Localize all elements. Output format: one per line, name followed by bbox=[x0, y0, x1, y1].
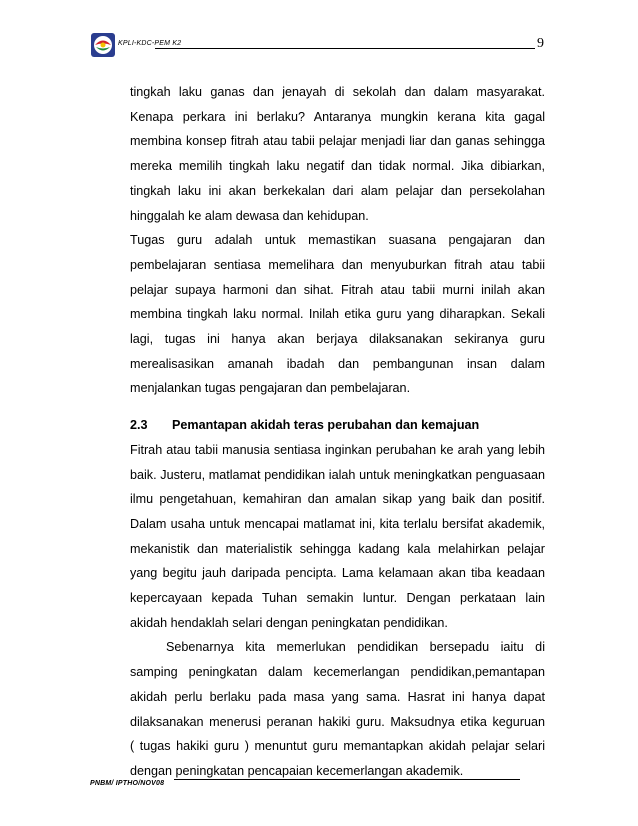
text-line: menjalankan tugas pengajaran dan pembelajaran. bbox=[130, 381, 411, 396]
footer-rule bbox=[174, 779, 520, 780]
text-line: dengan peningkatan pencapaian kecemerlangan akademik. bbox=[130, 763, 464, 778]
footer-document-code: PNBM/ IPTHO/NOV08 bbox=[90, 780, 165, 787]
text-line: akidah perlu berlaku pada masa yang sama. Hasrat ini hanya dapat bbox=[130, 689, 545, 704]
paragraph-4 bbox=[130, 635, 545, 783]
text-line: merealisasikan amanah ibadah dan pembangunan insan dalam bbox=[130, 356, 545, 371]
paragraph-3 bbox=[130, 438, 545, 636]
header-document-code: KPLI-KDC-PEM K2 bbox=[118, 40, 182, 47]
text-line: membina tingkah laku normal. Inilah etika guru yang diharapkan. Sekali bbox=[130, 307, 545, 322]
header-rule bbox=[155, 48, 535, 49]
paragraph-2 bbox=[130, 228, 545, 401]
text-line: ilmu pengetahuan, kemahiran dan amalan sikap yang baik dan positif. bbox=[130, 492, 545, 507]
section-spacer bbox=[130, 401, 545, 413]
page-number: 9 bbox=[537, 36, 544, 51]
text-line: tingkah laku ini akan berkekalan dari alam pelajar dan persekolahan bbox=[130, 183, 545, 198]
text-line: ( tugas hakiki guru ) menuntut guru memantapkan akidah pelajar selari bbox=[130, 739, 545, 754]
text-line: baik. Justeru, matlamat pendidikan ialah untuk meningkatkan penguasaan bbox=[130, 467, 545, 482]
page-body bbox=[130, 80, 545, 784]
text-line: tingkah laku ganas dan jenayah di sekolah dan dalam masyarakat. bbox=[130, 85, 545, 99]
section-title: Pemantapan akidah teras perubahan dan kemajuan bbox=[172, 418, 480, 433]
text-line: pelajar supaya harmoni dan sihat. Fitrah atau tabii murni inilah akan bbox=[130, 282, 545, 297]
text-line: samping peningkatan dalam kecemerlangan pendidikan,pemantapan bbox=[130, 665, 545, 680]
text-line: dilaksanakan menerusi peranan hakiki guru. Maksudnya etika keguruan bbox=[130, 714, 545, 729]
text-line: Kenapa perkara ini berlaku? Antaranya mungkin kerana kita gagal bbox=[130, 109, 545, 124]
text-line: membina konsep fitrah atau tabii pelajar menjadi liar dan ganas sehingga bbox=[130, 134, 545, 149]
text-line: Dalam usaha untuk mencapai matlamat ini, kita terlalu bersifat akademik, bbox=[130, 516, 545, 531]
text-line: kepercayaan kepada Tuhan semakin luntur. Dengan perkataan lain bbox=[130, 591, 545, 606]
text-line: pembelajaran sentiasa memelihara dan menyuburkan fitrah atau tabii bbox=[130, 257, 545, 272]
text-line: mekanistik dan materialistik sehingga kadang kala melahirkan pelajar bbox=[130, 541, 545, 556]
text-line: Fitrah atau tabii manusia sentiasa inginkan perubahan ke arah yang lebih bbox=[130, 442, 545, 457]
text-line: hinggalah ke alam dewasa dan kehidupan. bbox=[130, 208, 369, 223]
section-number: 2.3 bbox=[130, 418, 148, 433]
text-line: akidah hendaklah selari dengan peningkatan pendidikan. bbox=[130, 615, 448, 630]
institution-logo-icon bbox=[90, 32, 116, 58]
text-line: mereka memilih tingkah laku negatif dan tidak normal. Jika dibiarkan, bbox=[130, 159, 545, 174]
page-header bbox=[90, 32, 560, 60]
text-line: Sebenarnya kita memerlukan pendidikan bersepadu iaitu di bbox=[166, 640, 545, 655]
section-heading bbox=[130, 413, 545, 438]
text-line: lagi, tugas ini hanya akan berjaya dilaksanakan sekiranya guru bbox=[130, 332, 545, 347]
text-line: yang begitu jauh daripada pencipta. Lama kelamaan akan tiba keadaan bbox=[130, 566, 545, 581]
paragraph-1 bbox=[130, 80, 545, 228]
text-line: Tugas guru adalah untuk memastikan suasana pengajaran dan bbox=[130, 233, 545, 248]
page-footer bbox=[90, 772, 530, 790]
